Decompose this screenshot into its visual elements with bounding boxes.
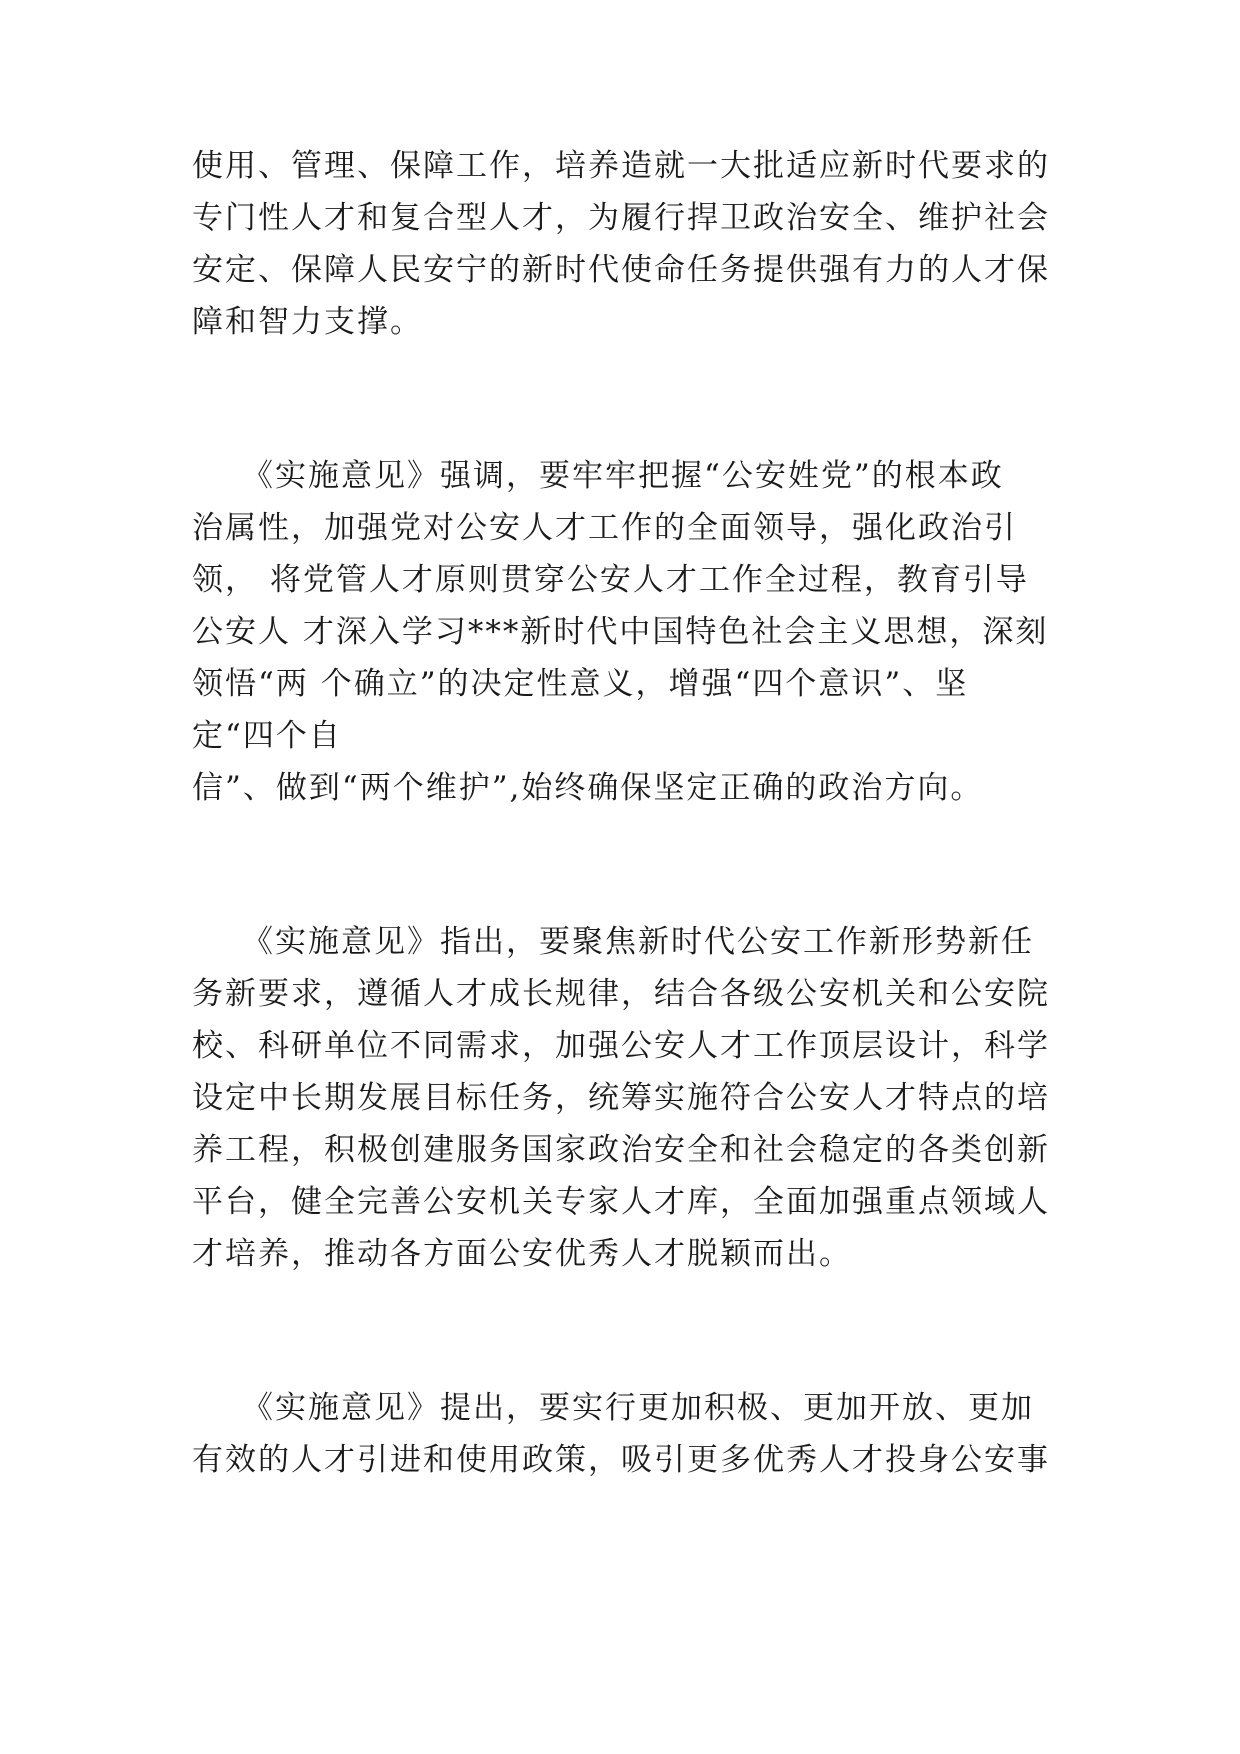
text-line: 领悟“两 个确立”的决定性意义，增强“四个意识”、坚 <box>192 666 969 702</box>
text-line: 安定、保障人民安宁的新时代使命任务提供强有力的人才保 <box>192 252 1050 288</box>
text-line: 障和智力支撑。 <box>192 304 423 340</box>
text-line: 专门性人才和复合型人才，为履行捍卫政治安全、维护社会 <box>192 200 1050 236</box>
text-line: 才培养，推动各方面公安优秀人才脱颖而出。 <box>192 1236 852 1272</box>
text-line: 校、科研单位不同需求，加强公安人才工作顶层设计，科学 <box>192 1028 1050 1064</box>
text-line: 设定中长期发展目标任务，统筹实施符合公安人才特点的培 <box>192 1080 1050 1116</box>
text-line: 治属性，加强党对公安人才工作的全面领导，强化政治引 <box>192 510 1017 546</box>
text-line: 养工程，积极创建服务国家政治安全和社会稳定的各类创新 <box>192 1132 1050 1168</box>
text-line: 平台，健全完善公安机关专家人才库，全面加强重点领域人 <box>192 1184 1050 1220</box>
text-line: 信”、做到“两个维护”,始终确保坚定正确的政治方向。 <box>192 770 984 806</box>
text-line: 公安人 才深入学习***新时代中国特色社会主义思想，深刻 <box>192 614 1049 650</box>
text-line: 领， 将党管人才原则贯穿公安人才工作全过程，教育引导 <box>192 562 1029 598</box>
text-line: 使用、管理、保障工作，培养造就一大批适应新时代要求的 <box>192 148 1050 184</box>
text-line: 定“四个自 <box>192 718 342 754</box>
text-line: 《实施意见》提出，要实行更加积极、更加开放、更加 <box>242 1390 1034 1426</box>
text-line: 务新要求，遵循人才成长规律，结合各级公安机关和公安院 <box>192 976 1050 1012</box>
text-line: 《实施意见》强调，要牢牢把握“公安姓党”的根本政 <box>242 458 1004 494</box>
text-line: 有效的人才引进和使用政策，吸引更多优秀人才投身公安事 <box>192 1442 1050 1478</box>
text-line: 《实施意见》指出，要聚焦新时代公安工作新形势新任 <box>242 924 1034 960</box>
